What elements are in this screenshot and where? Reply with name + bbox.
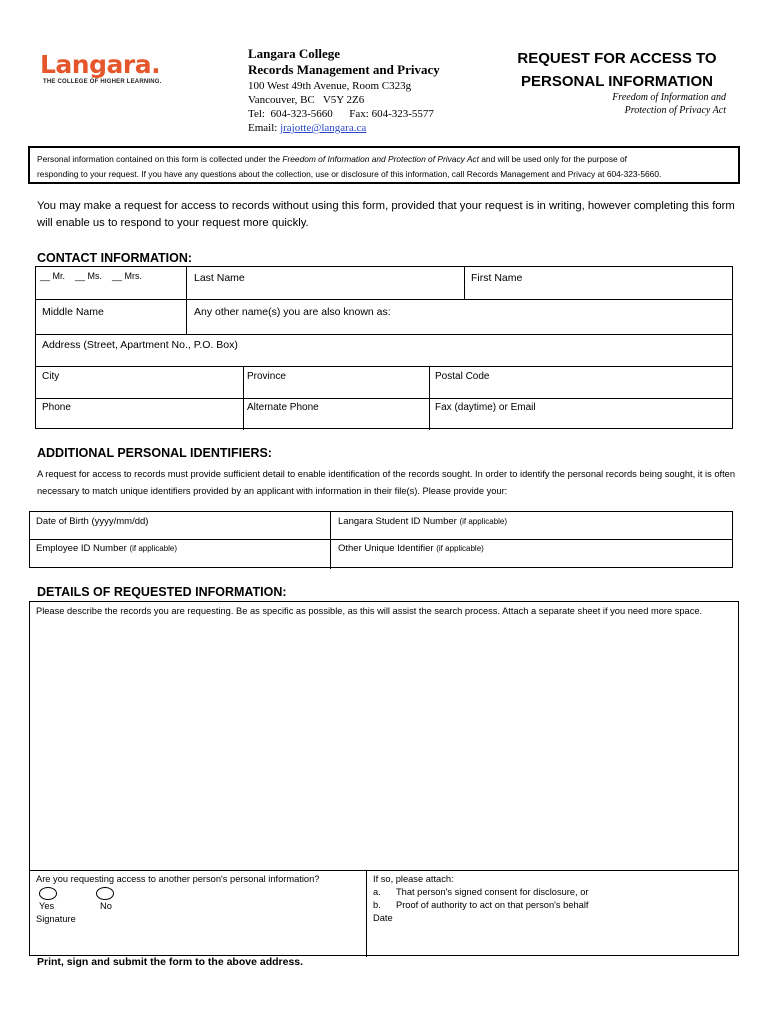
- yes-label: Yes: [39, 901, 55, 911]
- address-line2: Vancouver, BC V5Y 2Z6: [248, 94, 365, 106]
- form-title-line2: PERSONAL INFORMATION: [521, 73, 713, 90]
- email-line: [248, 121, 434, 135]
- student-id-field[interactable]: [338, 516, 507, 527]
- attach-b-letter: b.: [373, 900, 381, 910]
- postal-code-field[interactable]: Postal Code: [435, 371, 490, 382]
- notice-line1: [37, 152, 738, 167]
- act-line1: Freedom of Information and: [612, 92, 726, 103]
- city-field[interactable]: City: [42, 371, 60, 382]
- other-id-note: (if applicable): [436, 544, 484, 553]
- attach-b: Proof of authority to act on that person's behalf: [396, 900, 589, 910]
- signature-field[interactable]: Signature: [36, 914, 76, 924]
- dob-field[interactable]: Date of Birth (yyyy/mm/dd): [36, 516, 149, 527]
- contact-heading: CONTACT INFORMATION:: [37, 251, 193, 265]
- student-id-note: (if applicable): [459, 517, 508, 526]
- no-radio[interactable]: [96, 887, 114, 900]
- attach-label: If so, please attach:: [373, 874, 454, 884]
- details-heading: DETAILS OF REQUESTED INFORMATION:: [37, 585, 287, 599]
- alternate-phone-field[interactable]: Alternate Phone: [247, 402, 319, 413]
- notice-text-1: Personal information contained on this form is collected under the: [37, 154, 283, 164]
- attach-a: That person's signed consent for disclosure, or: [396, 887, 589, 897]
- email-label: Email:: [248, 122, 281, 134]
- salutation-options[interactable]: __ Mr. __ Ms. __ Mrs.: [40, 271, 143, 281]
- department-name: Records Management and Privacy: [248, 62, 440, 77]
- yes-radio[interactable]: [39, 887, 57, 900]
- fax-email-field[interactable]: Fax (daytime) or Email: [435, 402, 536, 413]
- act-name: [612, 91, 726, 117]
- address-field[interactable]: Address (Street, Apartment No., P.O. Box): [42, 339, 238, 351]
- identifiers-table: [29, 511, 733, 568]
- province-field[interactable]: Province: [247, 371, 286, 382]
- employee-id-field[interactable]: [36, 543, 177, 554]
- other-person-question: Are you requesting access to another person's personal information?: [36, 874, 320, 884]
- phone-line: Tel: 604-323-5660 Fax: 604-323-5577: [248, 108, 434, 120]
- details-table: [29, 601, 739, 956]
- details-textarea[interactable]: [30, 620, 738, 870]
- student-id-label: Langara Student ID Number: [338, 516, 460, 527]
- address-block: [248, 79, 434, 135]
- other-names-field[interactable]: Any other name(s) you are also known as:: [194, 306, 391, 318]
- identifiers-text: A request for access to records must provide sufficient detail to enable identification of the records sought. In order to identify the personal records being sought, it is often necessary to match unique identifiers provided by an applicant with information in their file(s). Please provide your:: [37, 469, 736, 496]
- college-block: [248, 46, 440, 78]
- langara-logo: Langara.: [40, 50, 161, 79]
- details-instructions: Please describe the records you are requesting. Be as specific as possible, as this will assist the search process. Attach a separate sheet if you need more space.: [36, 606, 703, 616]
- identifiers-heading: ADDITIONAL PERSONAL IDENTIFIERS:: [37, 446, 272, 460]
- notice-text-2: and will be used only for the purpose of: [478, 154, 627, 164]
- footer-instruction: Print, sign and submit the form to the above address.: [37, 956, 304, 968]
- intro-paragraph: You may make a request for access to records without using this form, provided that your request is in writing, however completing this form will enable us to respond to your request more quickly.: [37, 200, 735, 229]
- first-name-field[interactable]: First Name: [471, 272, 523, 284]
- middle-name-field[interactable]: Middle Name: [42, 306, 104, 318]
- other-id-field[interactable]: [338, 543, 484, 554]
- email-link[interactable]: jrajotte@langara.ca: [280, 122, 367, 134]
- last-name-field[interactable]: Last Name: [194, 272, 245, 284]
- phone-field[interactable]: Phone: [42, 402, 71, 413]
- college-name: Langara College: [248, 46, 341, 61]
- form-title-line1: REQUEST FOR ACCESS TO: [517, 50, 717, 67]
- notice-act-name: Freedom of Information and Protection of Privacy Act: [282, 154, 479, 164]
- no-label: No: [100, 901, 112, 911]
- other-id-label: Other Unique Identifier: [338, 543, 437, 554]
- employee-id-label: Employee ID Number: [36, 543, 130, 554]
- contact-table: [35, 266, 733, 429]
- act-line2: Protection of Privacy Act: [624, 105, 726, 116]
- notice-line2: responding to your request. If you have any questions about the collection, use or disclosure of this information, call Records Management and Privacy at 604-323-5660.: [37, 169, 662, 179]
- attach-a-letter: a.: [373, 887, 381, 897]
- form-title: [508, 47, 726, 93]
- address-line1: 100 West 49th Avenue, Room C323g: [248, 80, 412, 92]
- collection-notice: [28, 146, 740, 184]
- logo-tagline: THE COLLEGE OF HIGHER LEARNING.: [43, 79, 162, 85]
- employee-id-note: (if applicable): [129, 544, 178, 553]
- date-field[interactable]: Date: [373, 913, 393, 923]
